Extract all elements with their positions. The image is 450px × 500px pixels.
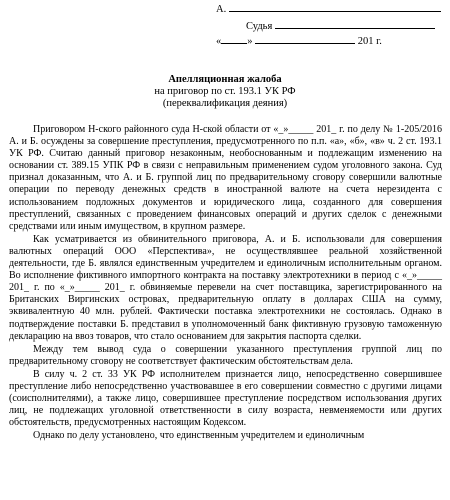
judge-line [246, 19, 435, 33]
document-subtitle-note: (переквалификация деяния) [162, 98, 288, 109]
document-body [9, 124, 442, 442]
date-line: « » 201 г. [216, 36, 382, 47]
paragraph: Как усматривается из обвинительного приговора, А. и Б. использовали для совершения валютных операций ООО «Перспектива», не осуществлявшее реальной хозяйственной деятельности, где Б. являлся единственным учредителем и единоличным исполнительным органом. Во исполнение фиктивного импортного контракта на поставку электротехники в период с «_»_____ 201_ г. по «_»_____ 201_ г. обвиняемые перевели на счет поставщика, зарегистрированного на Британских Виргинских островах, предварительную оплату в долларах США на сумму, эквивалентную 40 млн. рублей. Фактически поставка электротехники не состоялась. Однако в подтверждение поставки Б. представил в уполномоченный банк фиктивную грузовую таможенную декларацию на ввоз товаров, что стало основанием для закрытия паспорта сделки. [9, 233, 442, 342]
judge-blank [275, 19, 435, 29]
date-suffix: г. [376, 36, 382, 47]
date-month-blank [255, 34, 355, 44]
document-title: Апелляционная жалоба [168, 74, 282, 85]
date-day-blank [221, 34, 247, 44]
recipient-prefix: А. [216, 4, 227, 15]
judge-label: Судья [246, 21, 273, 32]
paragraph: Приговором Н-ского районного суда Н-ской области от «_»_____ 201_ г. по делу № 1-205/2016 А. и Б. осуждены за совершение преступления, предусмотренного по п.п. «а», «б», «в» ч. 2 ст. 193.1 УК РФ. Считаю данный приговор незаконным, необоснованным и подлежащим изменению на основании ст. 389.15 УПК РФ в связи с неправильным применением судом уголовного закона. Суд признал доказанным, что А. и Б. группой лиц по предварительному сговору совершили валютные операции по переводу денежных средств в иностранной валюте на счета нерезидента с использованием подложных документов и юридического лица, созданного для совершения преступлений, связанных с проведением финансовых операций и других сделок с денежными средствами или иным имуществом, в крупном размере. [9, 124, 442, 232]
paragraph: Между тем вывод суда о совершении указанного преступления группой лиц по предварительному сговору не соответствует фактическим обстоятельствам дела. [9, 343, 442, 367]
paragraph: Однако по делу установлено, что единственным учредителем и единоличным [33, 430, 365, 442]
document-subtitle: на приговор по ст. 193.1 УК РФ [154, 86, 296, 97]
recipient-blank [229, 2, 441, 12]
recipient-line [216, 2, 441, 16]
date-year: 201 [357, 36, 374, 47]
paragraph: В силу ч. 2 ст. 33 УК РФ исполнителем признается лицо, непосредственно совершившее преступление либо непосредственно участвовавшее в его совершении совместно с другими лицами (соисполнителями), а также лицо, совершившее преступление посредством использования других лиц, не подлежащих уголовной ответственности в силу возраста, невменяемости или других обстоятельств, предусмотренных настоящим Кодексом. [9, 368, 442, 429]
